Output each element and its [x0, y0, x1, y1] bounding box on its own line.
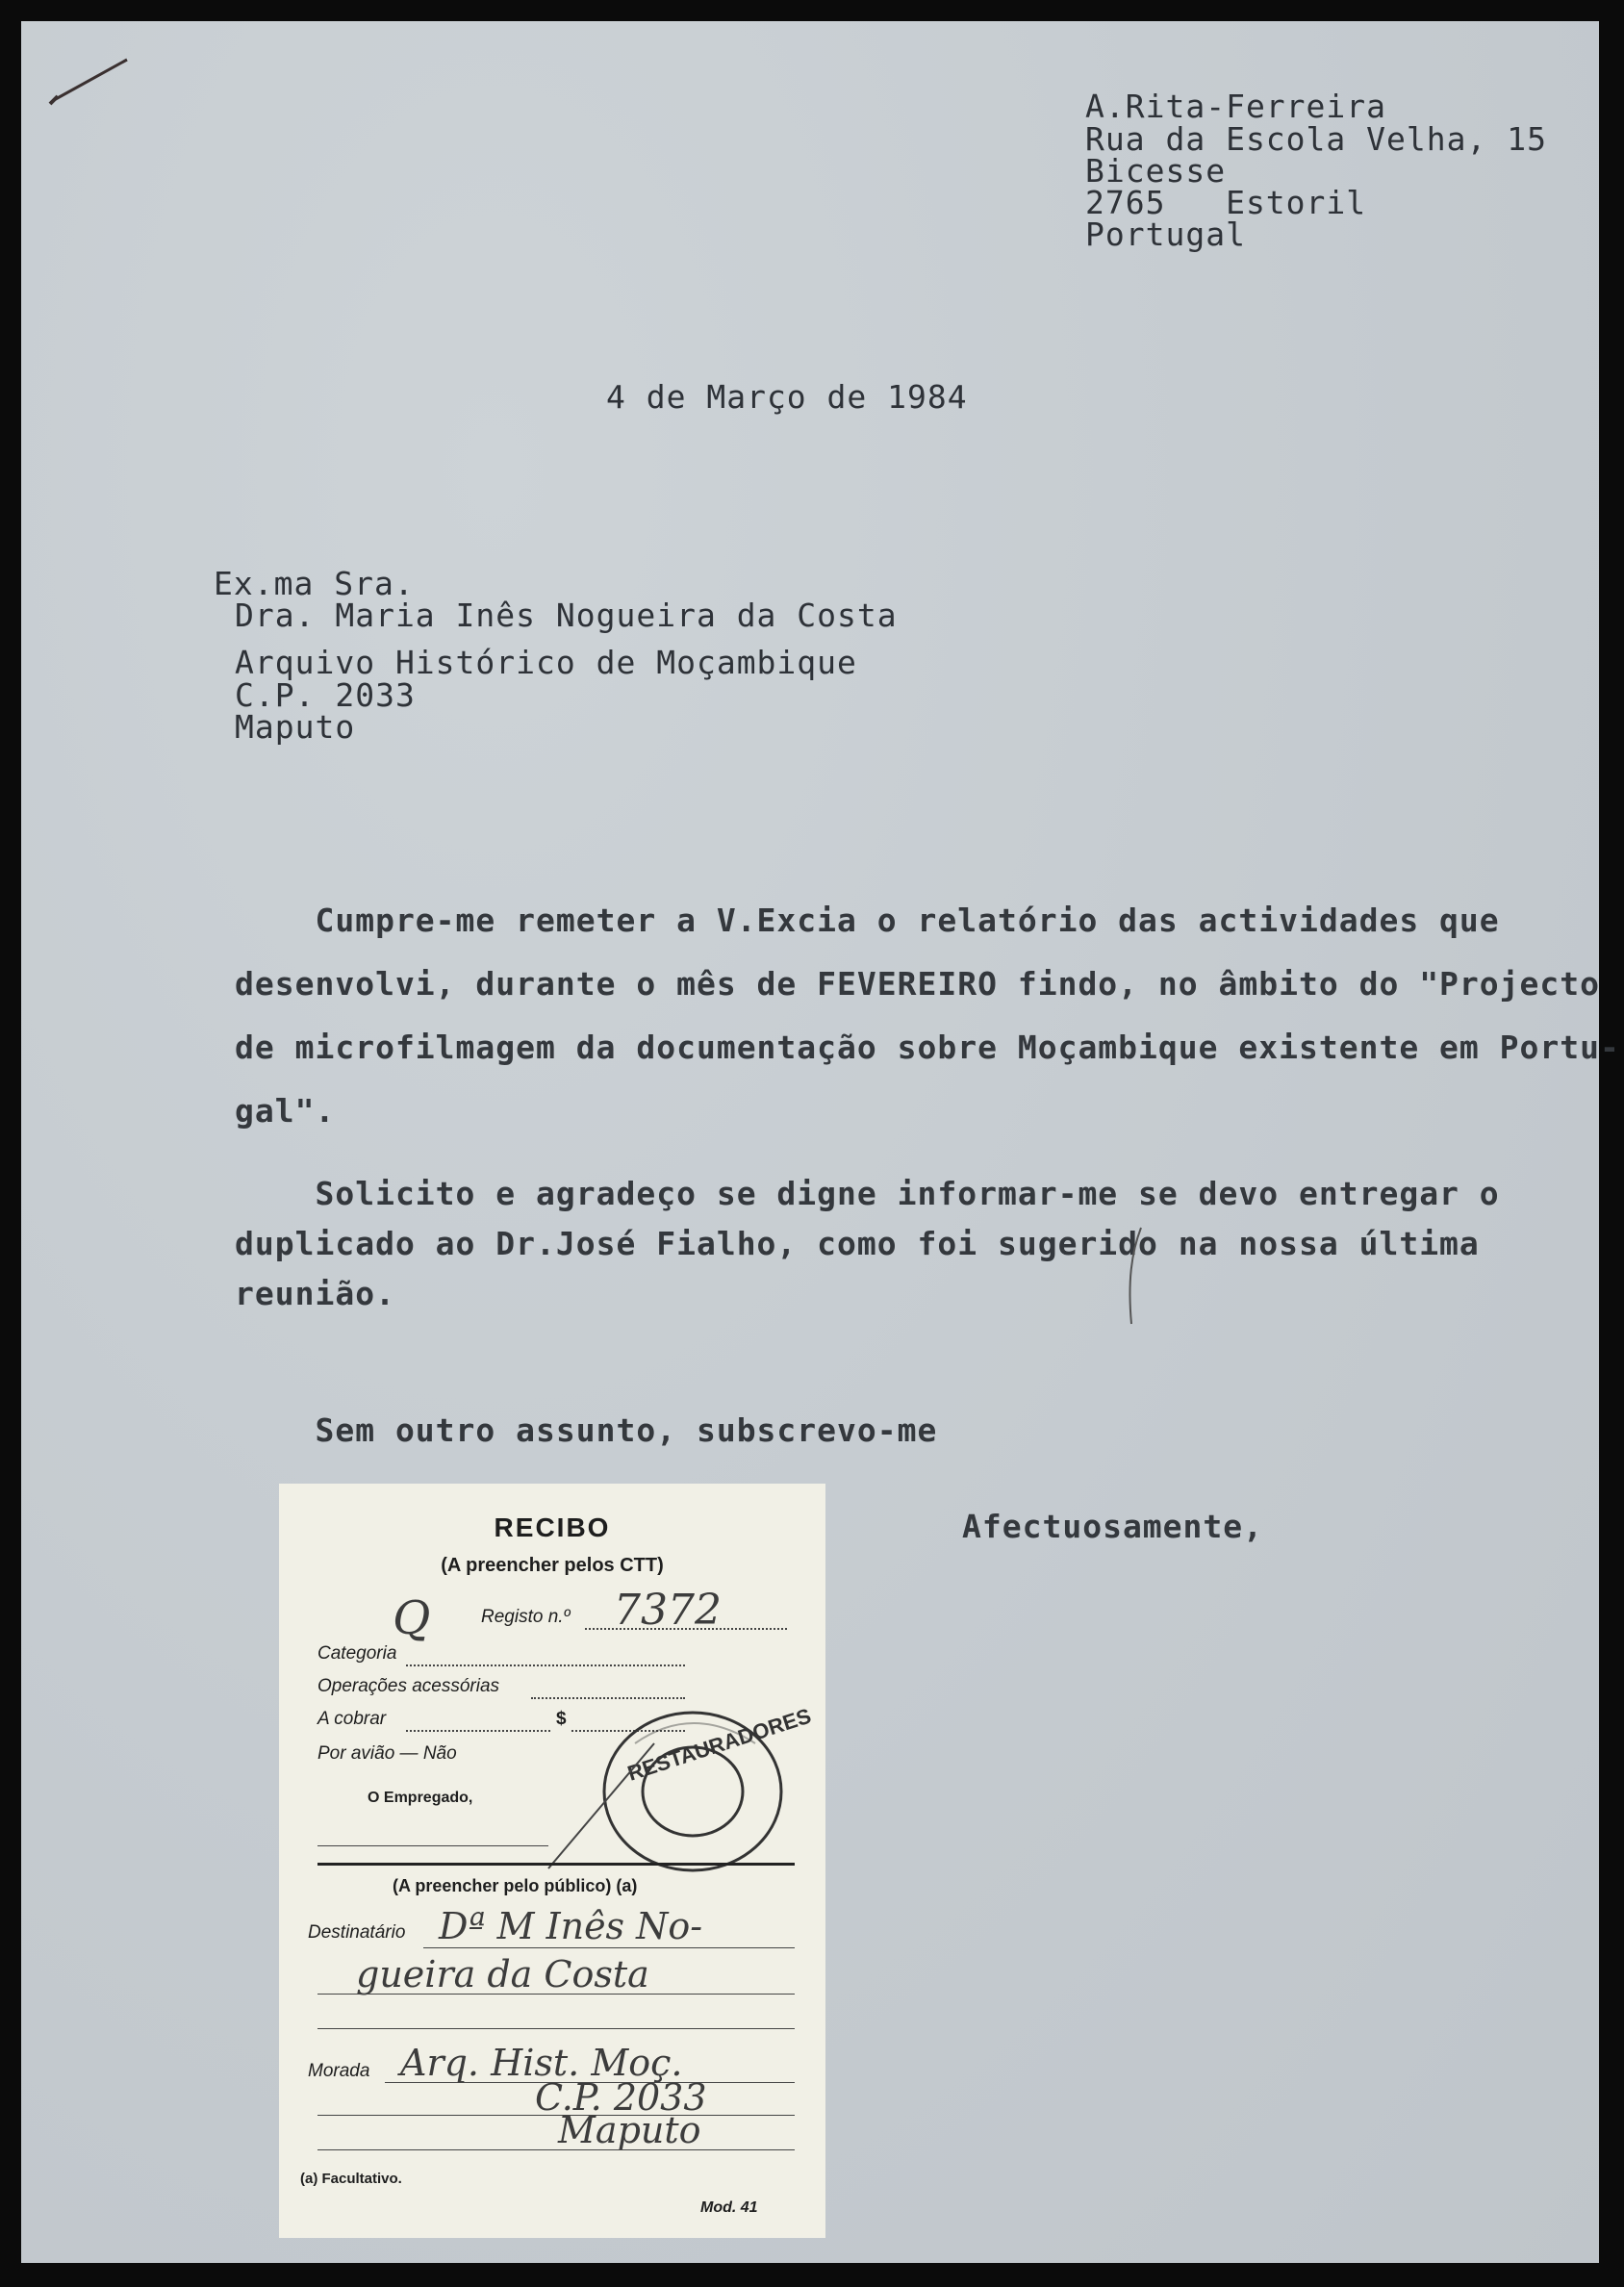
- pencil-mark: [48, 50, 135, 108]
- registo-value: 7372: [614, 1586, 722, 1635]
- sender-street: Rua da Escola Velha, 15: [1085, 120, 1547, 158]
- morada-label: Morada: [308, 2061, 370, 2081]
- morada-line-1: Arq. Hist. Moç.: [400, 2042, 683, 2084]
- recipient-institution: Arquivo Histórico de Moçambique: [235, 644, 857, 681]
- body-line: gal".: [235, 1092, 336, 1130]
- model-number: Mod. 41: [700, 2199, 758, 2216]
- body-line: desenvolvi, durante o mês de FEVEREIRO findo, no âmbito do "Projecto: [235, 965, 1601, 1003]
- currency-sign: $: [556, 1709, 567, 1729]
- cobrar-label: A cobrar: [317, 1709, 387, 1729]
- morada-line-2: C.P. 2033: [535, 2076, 707, 2119]
- letter-date: 4 de Março de 1984: [606, 378, 968, 416]
- recipient-city: Maputo: [235, 708, 356, 746]
- letter-page: [21, 21, 1620, 2263]
- sender-name: A.Rita-Ferreira: [1085, 88, 1387, 125]
- receipt-title: RECIBO: [494, 1512, 611, 1542]
- destinatario-line-1: Dª M Inês No-: [439, 1905, 703, 1947]
- morada-line-3: Maputo: [558, 2109, 701, 2151]
- postmark-text: RESTAURADORES: [624, 1703, 814, 1786]
- footnote: (a) Facultativo.: [300, 2171, 402, 2187]
- body-line: duplicado ao Dr.José Fialho, como foi sugerido na nossa última: [235, 1225, 1480, 1262]
- destinatario-line-2: gueira da Costa: [356, 1953, 649, 1995]
- receipt-slip: [279, 1484, 825, 2238]
- registo-initial: Q: [393, 1591, 431, 1645]
- destinatario-label: Destinatário: [308, 1922, 406, 1943]
- sender-postal: 2765 Estoril: [1085, 184, 1367, 221]
- postmark-stamp: [539, 1703, 814, 1888]
- pencil-stroke: [1118, 1224, 1156, 1330]
- operacoes-label: Operações acessórias: [317, 1676, 500, 1696]
- empregado-label: O Empregado,: [368, 1790, 473, 1806]
- closing: Afectuosamente,: [962, 1508, 1264, 1545]
- recipient-salutation: Ex.ma Sra.: [214, 565, 415, 602]
- categoria-label: Categoria: [317, 1643, 397, 1664]
- body-paragraph-3: Sem outro assunto, subscrevo-me: [235, 1411, 938, 1449]
- body-line: Solicito e agradeço se digne informar-me se devo entregar o: [235, 1175, 1500, 1212]
- public-label: (A preencher pelo público) (a): [393, 1876, 638, 1895]
- registo-label: Registo n.º: [481, 1607, 571, 1627]
- body-line: reunião.: [235, 1275, 395, 1312]
- sender-locality: Bicesse: [1085, 152, 1227, 190]
- body-line: Cumpre-me remeter a V.Excia o relatório das actividades que: [235, 902, 1500, 939]
- aviao-label: Por avião — Não: [317, 1743, 457, 1764]
- recipient-name: Dra. Maria Inês Nogueira da Costa: [235, 597, 898, 634]
- body-line: de microfilmagem da documentação sobre Moçambique existente em Portu-: [235, 1029, 1620, 1066]
- receipt-subtitle: (A preencher pelos CTT): [441, 1555, 664, 1576]
- sender-country: Portugal: [1085, 216, 1246, 253]
- recipient-box: C.P. 2033: [235, 676, 416, 714]
